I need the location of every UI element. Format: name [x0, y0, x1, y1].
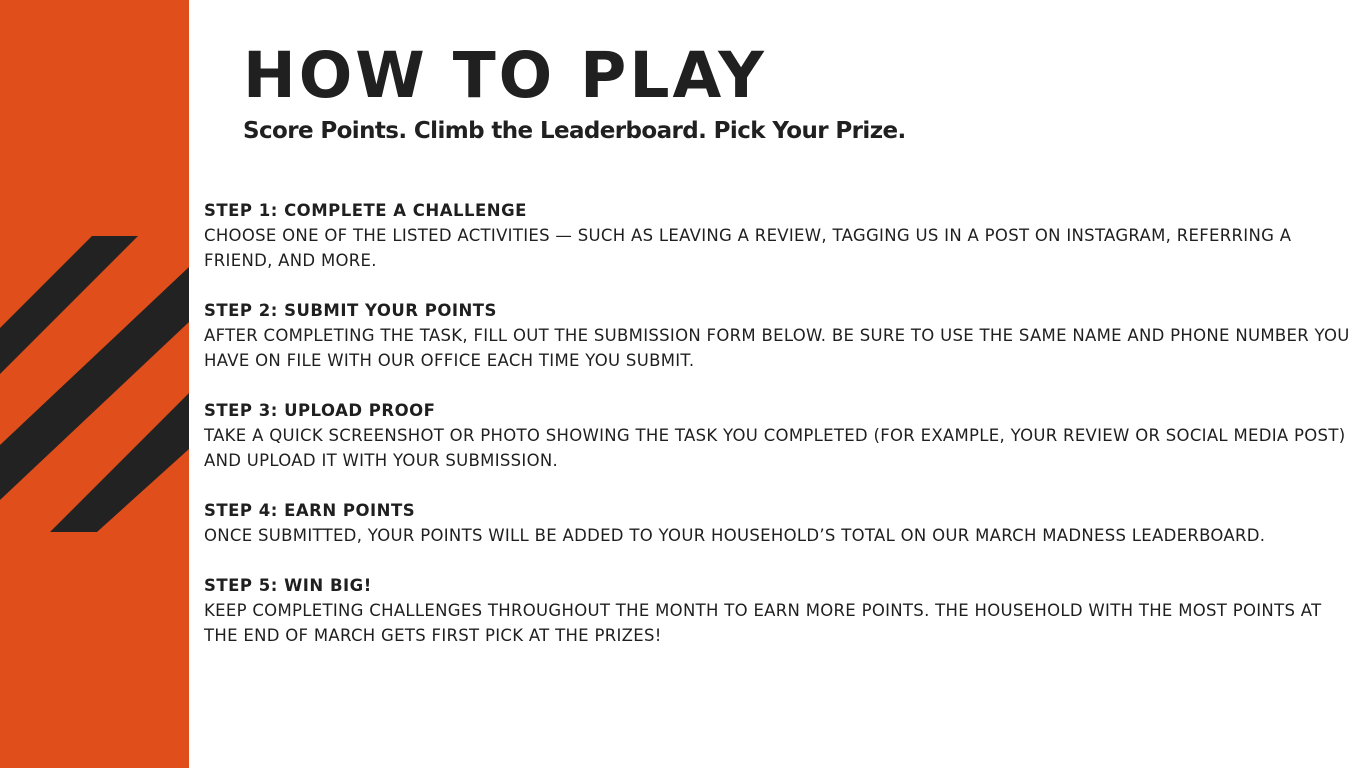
- step-item: [204, 573, 1354, 648]
- step-description: CHOOSE ONE OF THE LISTED ACTIVITIES — SUCH AS LEAVING A REVIEW, TAGGING US IN A POST ON INSTAGRAM, REFERRING A FRIEND, AND MORE.: [204, 226, 1292, 270]
- step-description: TAKE A QUICK SCREENSHOT OR PHOTO SHOWING THE TASK YOU COMPLETED (FOR EXAMPLE, YOUR REVIEW OR SOCIAL MEDIA POST) AND UPLOAD IT WITH YOUR SUBMISSION.: [204, 426, 1346, 470]
- step-title: STEP 4: EARN POINTS: [204, 501, 416, 520]
- step-description: KEEP COMPLETING CHALLENGES THROUGHOUT THE MONTH TO EARN MORE POINTS. THE HOUSEHOLD WITH THE MOST POINTS AT THE END OF MARCH GETS FIRST PICK AT THE PRIZES!: [204, 601, 1322, 645]
- step-title: STEP 3: UPLOAD PROOF: [204, 401, 436, 420]
- step-item: [204, 298, 1354, 373]
- step-title: STEP 2: SUBMIT YOUR POINTS: [204, 301, 497, 320]
- diagonal-stripes-graphic: [0, 0, 189, 768]
- step-item: [204, 498, 1354, 548]
- page-subtitle: Score Points. Climb the Leaderboard. Pick Your Prize.: [243, 118, 906, 144]
- steps-list: [204, 198, 1354, 673]
- step-description: AFTER COMPLETING THE TASK, FILL OUT THE SUBMISSION FORM BELOW. BE SURE TO USE THE SAME NAME AND PHONE NUMBER YOU HAVE ON FILE WITH OUR OFFICE EACH TIME YOU SUBMIT.: [204, 326, 1350, 370]
- step-item: [204, 198, 1354, 273]
- decorative-orange-band: [0, 0, 189, 768]
- step-item: [204, 398, 1354, 473]
- page-title: HOW TO PLAY: [243, 39, 767, 112]
- step-title: STEP 5: WIN BIG!: [204, 576, 372, 595]
- step-title: STEP 1: COMPLETE A CHALLENGE: [204, 201, 527, 220]
- step-description: ONCE SUBMITTED, YOUR POINTS WILL BE ADDED TO YOUR HOUSEHOLD’S TOTAL ON OUR MARCH MADNESS LEADERBOARD.: [204, 526, 1266, 545]
